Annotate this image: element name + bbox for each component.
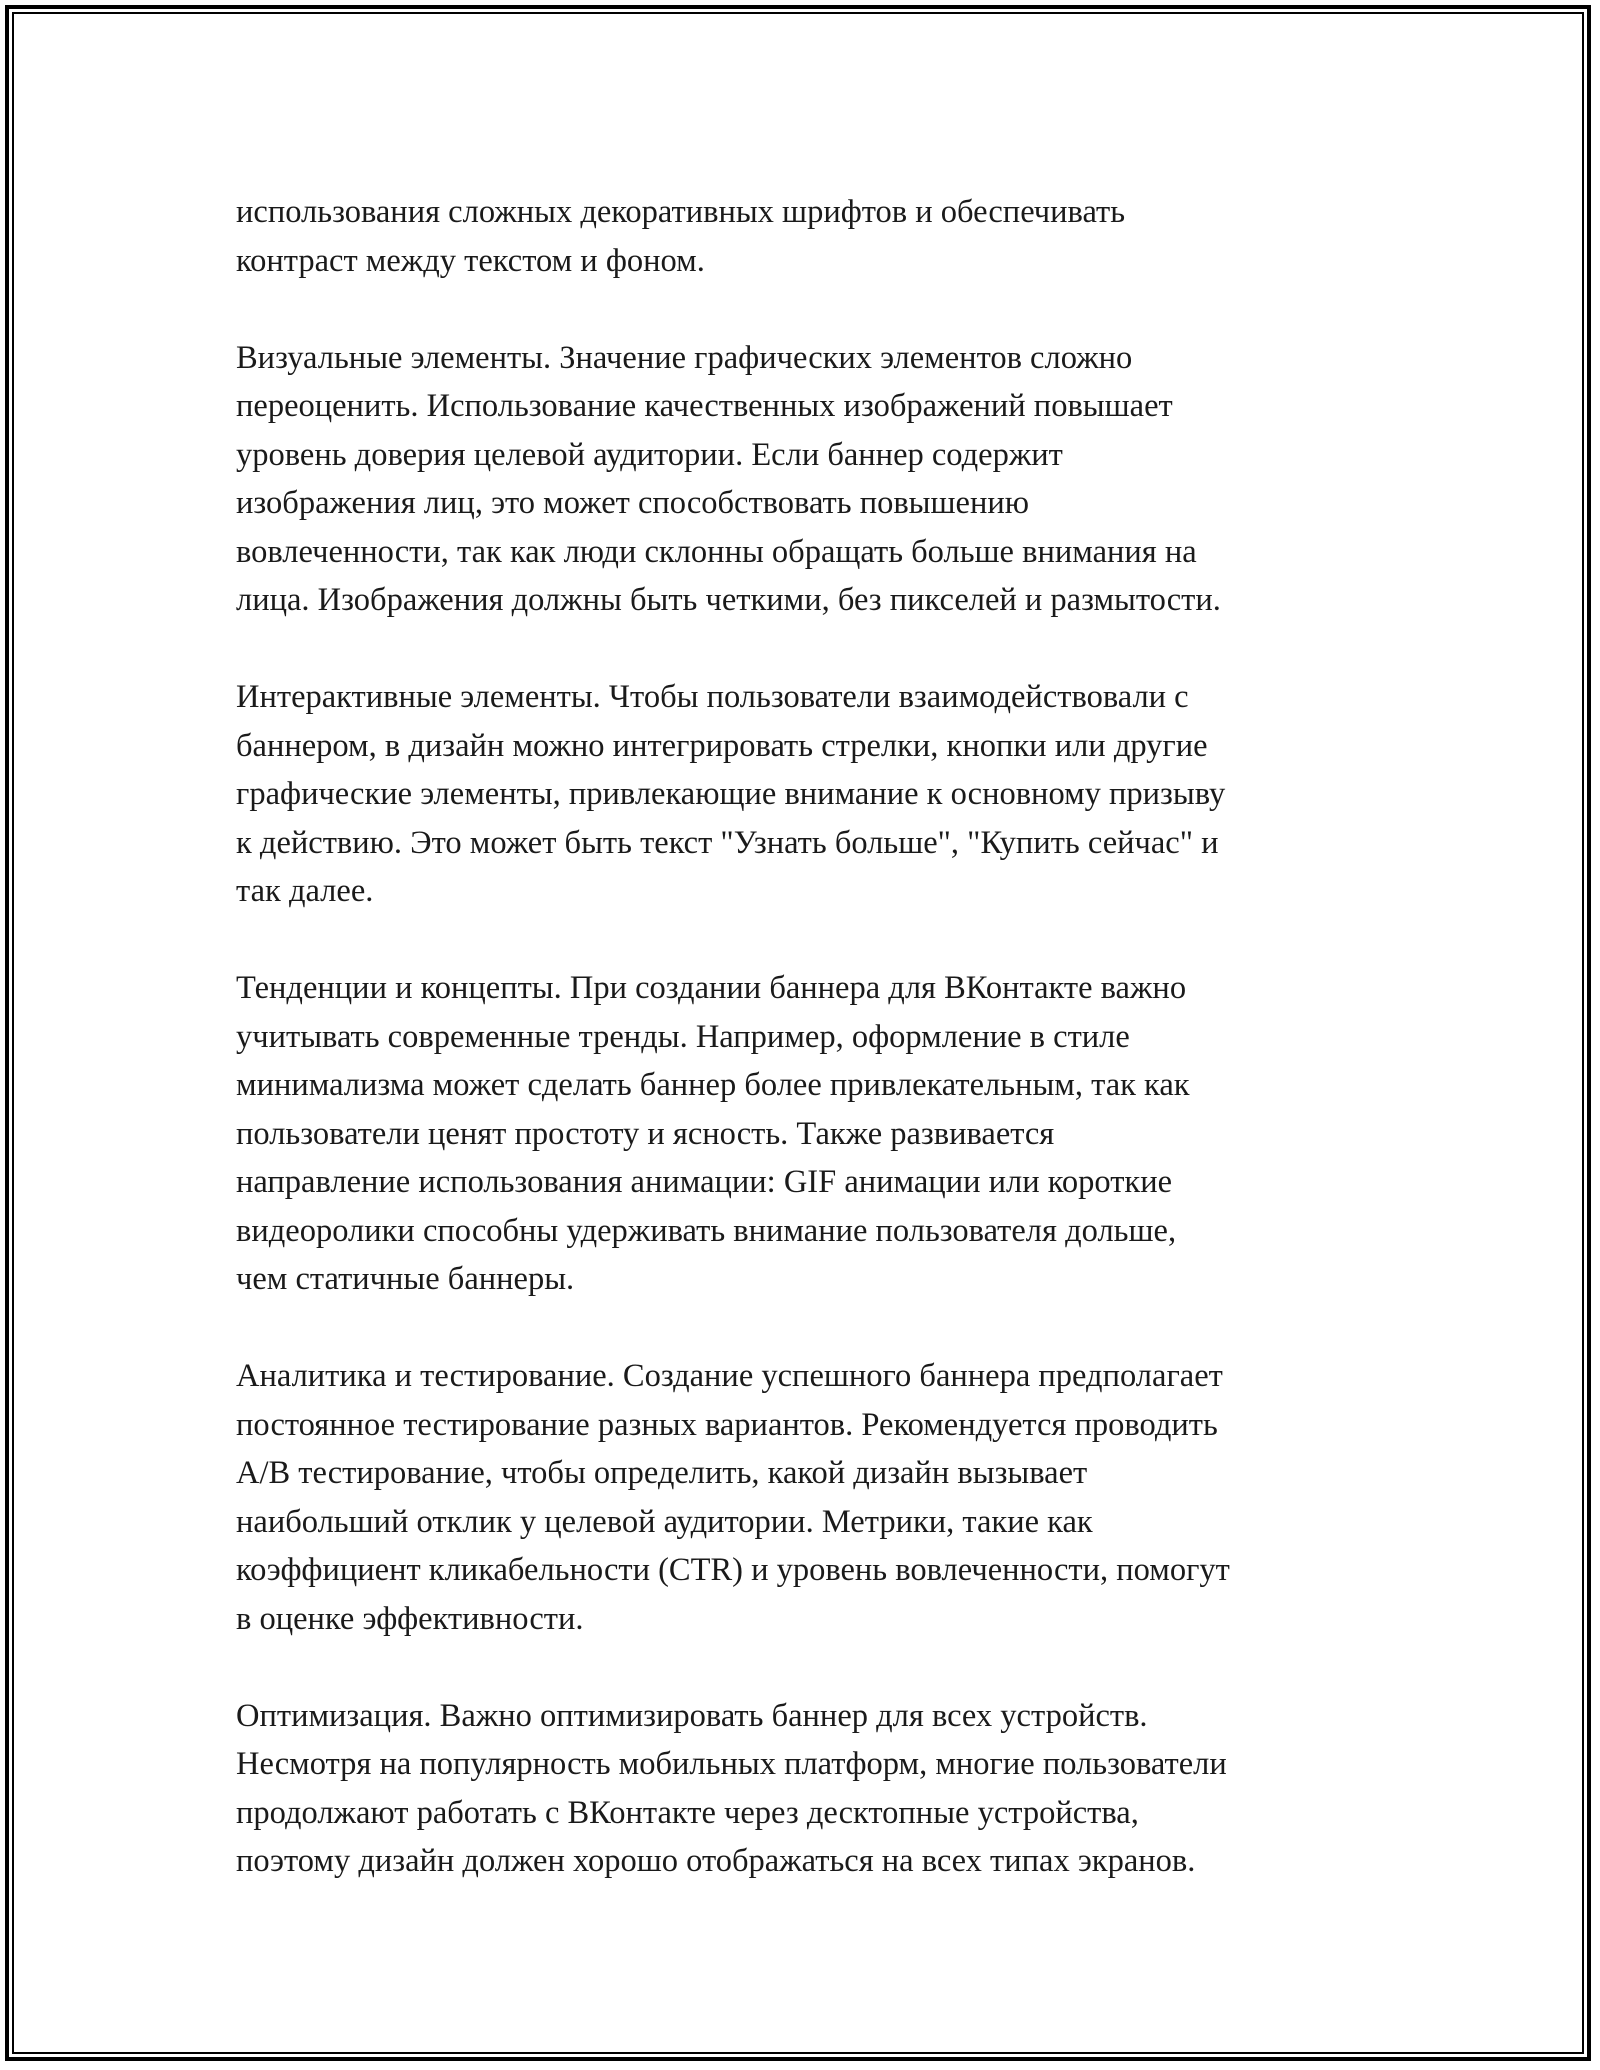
text-line: видеоролики способны удерживать внимание пользователя дольше, [236,1212,1177,1249]
text-line: вовлеченности, так как люди склонны обращать больше внимания на [236,533,1197,570]
document-body [236,188,1396,1886]
text-line: в оценке эффективности. [236,1600,584,1637]
text-line: к действию. Это может быть текст "Узнать больше", "Купить сейчас" и [236,824,1219,861]
text-line: направление использования анимации: GIF анимации или короткие [236,1164,1173,1200]
text-line: Интерактивные элементы. Чтобы пользователи взаимодействовали с [236,679,1189,715]
text-line: баннером, в дизайн можно интегрировать стрелки, кнопки или другие [236,727,1208,764]
text-line: Тенденции и концепты. При создании баннера для ВКонтакте важно [236,970,1187,1006]
text-line: Несмотря на популярность мобильных платформ, многие пользователи [236,1746,1227,1782]
paragraph-analytics [236,1352,1396,1643]
text-line: переоценить. Использование качественных изображений повышает [236,388,1173,424]
paragraph-interactive-elements [236,673,1396,916]
text-line: Визуальные элементы. Значение графических элементов сложно [236,339,1133,376]
paragraph-optimization [236,1692,1396,1886]
text-line: поэтому дизайн должен хорошо отображаться на всех типах экранов. [236,1843,1196,1879]
text-line: коэффициент кликабельности (CTR) и уровень вовлеченности, помогут [236,1552,1230,1588]
text-line: учитывать современные тренды. Например, оформление в стиле [236,1018,1130,1055]
text-line: так далее. [236,873,374,909]
text-line: A/B тестирование, чтобы определить, какой дизайн вызывает [236,1455,1088,1491]
text-line: пользователи ценят простоту и ясность. Также развивается [236,1115,1055,1152]
text-line: контраст между текстом и фоном. [236,242,705,279]
text-line: изображения лиц, это может способствовать повышению [236,485,1030,521]
text-line: постоянное тестирование разных вариантов. Рекомендуется проводить [236,1406,1218,1443]
paragraph-continuation [236,188,1396,285]
text-line: минимализма может сделать баннер более привлекательным, так как [236,1067,1190,1103]
text-line: уровень доверия целевой аудитории. Если баннер содержит [236,436,1063,473]
text-line: наибольший отклик у целевой аудитории. Метрики, такие как [236,1503,1093,1540]
paragraph-visual-elements [236,334,1396,625]
text-line: Аналитика и тестирование. Создание успешного баннера предполагает [236,1358,1223,1394]
text-line: графические элементы, привлекающие внимание к основному призыву [236,776,1226,812]
text-line: лица. Изображения должны быть четкими, без пикселей и размытости. [236,582,1221,618]
text-line: Оптимизация. Важно оптимизировать баннер для всех устройств. [236,1697,1148,1734]
text-line: продолжают работать с ВКонтакте через десктопные устройства, [236,1794,1139,1831]
text-line: чем статичные баннеры. [236,1261,575,1297]
text-line: использования сложных декоративных шрифтов и обеспечивать [236,194,1126,230]
paragraph-trends [236,964,1396,1304]
